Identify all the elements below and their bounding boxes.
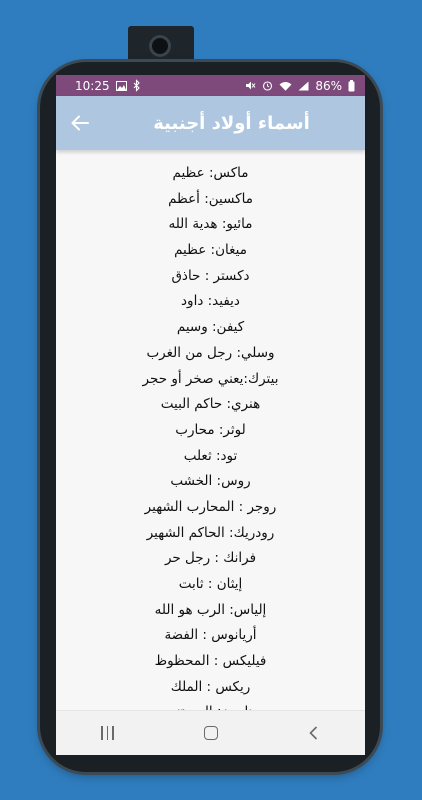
- signal-icon: [298, 81, 309, 91]
- list-item[interactable]: ماكس: عظيم: [172, 165, 249, 181]
- chevron-left-icon: [309, 726, 318, 740]
- home-icon: [204, 726, 218, 740]
- image-icon: [116, 81, 127, 91]
- list-item[interactable]: فيليكس : المحظوظ: [154, 653, 267, 670]
- list-item[interactable]: لوثر: محارب: [175, 421, 246, 438]
- names-list: [56, 153, 365, 726]
- list-item[interactable]: ميغان: عظيم: [174, 242, 247, 259]
- camera-lens-icon: [149, 35, 171, 57]
- recent-apps-icon: [101, 726, 114, 740]
- mute-icon: [245, 80, 256, 91]
- alarm-icon: [262, 80, 273, 91]
- list-item[interactable]: مائيو: هدية الله: [168, 216, 253, 233]
- list-item[interactable]: إلياس: الرب هو الله: [154, 601, 267, 618]
- status-bar: [56, 75, 365, 96]
- back-arrow-icon: [71, 115, 89, 131]
- list-item[interactable]: هنري: حاكم البيت: [160, 396, 261, 413]
- list-item[interactable]: وسلي: رجل من الغرب: [146, 344, 275, 361]
- list-item[interactable]: ماكسين: أعظم: [168, 190, 253, 207]
- battery-icon: [348, 80, 355, 92]
- list-item[interactable]: ديفيد: داود: [181, 293, 240, 310]
- list-item[interactable]: دكستر : حاذق: [171, 267, 250, 284]
- phone-screen: [56, 75, 365, 755]
- list-item[interactable]: ريكس : الملك: [170, 678, 251, 695]
- bluetooth-icon: [133, 80, 141, 91]
- home-button[interactable]: [191, 718, 231, 748]
- list-item[interactable]: أريانوس : الفضة: [164, 627, 257, 644]
- list-item[interactable]: فرانك : رجل حر: [164, 550, 257, 567]
- status-time: 10:25: [75, 78, 110, 93]
- wifi-icon: [279, 81, 292, 91]
- navigation-bar: [56, 710, 365, 755]
- app-bar: [56, 96, 365, 150]
- list-item[interactable]: بيترك:يعني صخر أو حجر: [142, 370, 279, 387]
- list-item[interactable]: كيفن: وسيم: [176, 319, 245, 336]
- back-button[interactable]: [66, 109, 94, 137]
- list-item[interactable]: تود: ثعلب: [183, 447, 238, 464]
- list-item[interactable]: روس: الخشب: [170, 473, 251, 490]
- names-list-container[interactable]: [56, 153, 365, 711]
- list-item[interactable]: روجر : المحارب الشهير: [144, 498, 277, 515]
- system-back-button[interactable]: [294, 718, 334, 748]
- battery-percent: 86%: [315, 78, 342, 93]
- recent-apps-button[interactable]: [88, 718, 128, 748]
- list-item[interactable]: إيثان : ثابت: [178, 576, 243, 592]
- page-title: أسماء أولاد أجنبية: [153, 112, 310, 134]
- list-item[interactable]: رودريك: الحاكم الشهير: [146, 524, 275, 541]
